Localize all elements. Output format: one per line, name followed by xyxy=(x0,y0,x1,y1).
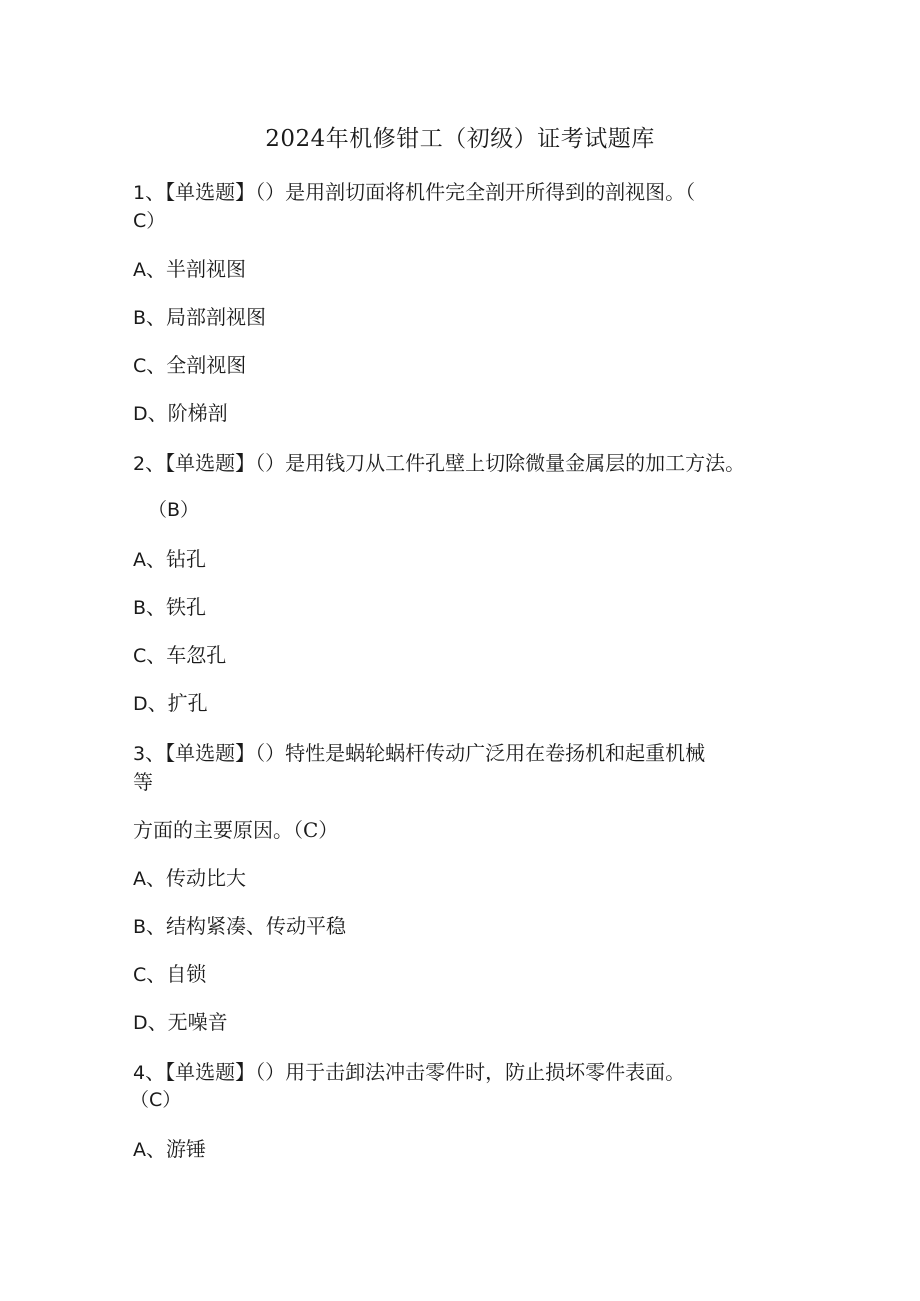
option-text: 、局部剖视图 xyxy=(146,305,267,329)
question-number: 4 xyxy=(133,1062,146,1084)
question-text: （）是用剖切面将机件完全剖开所得到的剖视图。（ xyxy=(255,180,696,204)
question-number: 3 xyxy=(133,743,146,765)
answer-text: （C） xyxy=(130,1089,182,1111)
question-text: 等 xyxy=(133,770,153,794)
answer-text: 方面的主要原因。（C） xyxy=(133,818,339,842)
question-number: 1 xyxy=(133,182,146,204)
option-c xyxy=(133,958,206,987)
option-key: D xyxy=(133,693,148,715)
option-b xyxy=(133,301,266,330)
option-key: A xyxy=(133,549,146,571)
option-key: A xyxy=(133,1139,146,1161)
option-key: B xyxy=(133,307,147,329)
question-3-answer xyxy=(133,814,338,843)
option-key: C xyxy=(133,355,147,377)
question-3-stem xyxy=(133,737,705,766)
option-text: 、扩孔 xyxy=(147,691,208,715)
question-2-stem xyxy=(133,447,745,476)
option-c xyxy=(133,349,246,378)
option-text: 、无噪音 xyxy=(147,1010,228,1034)
option-c xyxy=(133,639,226,668)
option-text: 、传动比大 xyxy=(146,866,246,890)
option-text: 、自锁 xyxy=(146,962,207,986)
question-3-stem-wrap xyxy=(133,766,153,795)
option-d xyxy=(133,397,228,426)
option-key: C xyxy=(133,645,147,667)
option-a xyxy=(133,1133,206,1162)
option-key: B xyxy=(133,597,147,619)
option-b xyxy=(133,910,346,939)
question-1-answer xyxy=(133,206,165,233)
option-text: 、铁孔 xyxy=(146,595,207,619)
question-4-answer xyxy=(130,1085,181,1112)
option-d xyxy=(133,1006,228,1035)
question-4-stem xyxy=(133,1056,685,1085)
document-title: 2024年机修钳工（初级）证考试题库 xyxy=(265,126,655,152)
question-2-answer xyxy=(148,495,199,522)
question-text: （）用于击卸法冲击零件时，防止损坏零件表面。 xyxy=(255,1060,686,1084)
question-type-tag: 、【单选题】 xyxy=(145,451,256,475)
option-a xyxy=(133,253,246,282)
option-d xyxy=(133,687,208,716)
option-key: C xyxy=(133,964,147,986)
option-b xyxy=(133,591,206,620)
option-key: D xyxy=(133,403,148,425)
option-a xyxy=(133,862,246,891)
question-text: （）是用钱刀从工件孔壁上切除微量金属层的加工方法。 xyxy=(255,451,746,475)
option-text: 、游锤 xyxy=(146,1137,206,1161)
answer-text: C） xyxy=(133,210,166,232)
question-number: 2 xyxy=(133,453,146,475)
question-type-tag: 、【单选题】 xyxy=(145,1060,256,1084)
option-key: A xyxy=(133,259,146,281)
option-key: D xyxy=(133,1012,148,1034)
answer-text: （B） xyxy=(148,499,200,521)
option-text: 、结构紧凑、传动平稳 xyxy=(146,914,347,938)
question-text: （）特性是蜗轮蜗杆传动广泛用在卷扬机和起重机械 xyxy=(255,741,706,765)
option-key: B xyxy=(133,916,147,938)
option-text: 、半剖视图 xyxy=(146,257,246,281)
question-1-stem xyxy=(133,176,695,205)
question-type-tag: 、【单选题】 xyxy=(145,741,256,765)
option-a xyxy=(133,543,206,572)
option-text: 、钻孔 xyxy=(146,547,206,571)
option-text: 、车忽孔 xyxy=(146,643,227,667)
option-text: 、全剖视图 xyxy=(146,353,247,377)
option-text: 、阶梯剖 xyxy=(147,401,228,425)
option-key: A xyxy=(133,868,146,890)
question-type-tag: 、【单选题】 xyxy=(145,180,256,204)
